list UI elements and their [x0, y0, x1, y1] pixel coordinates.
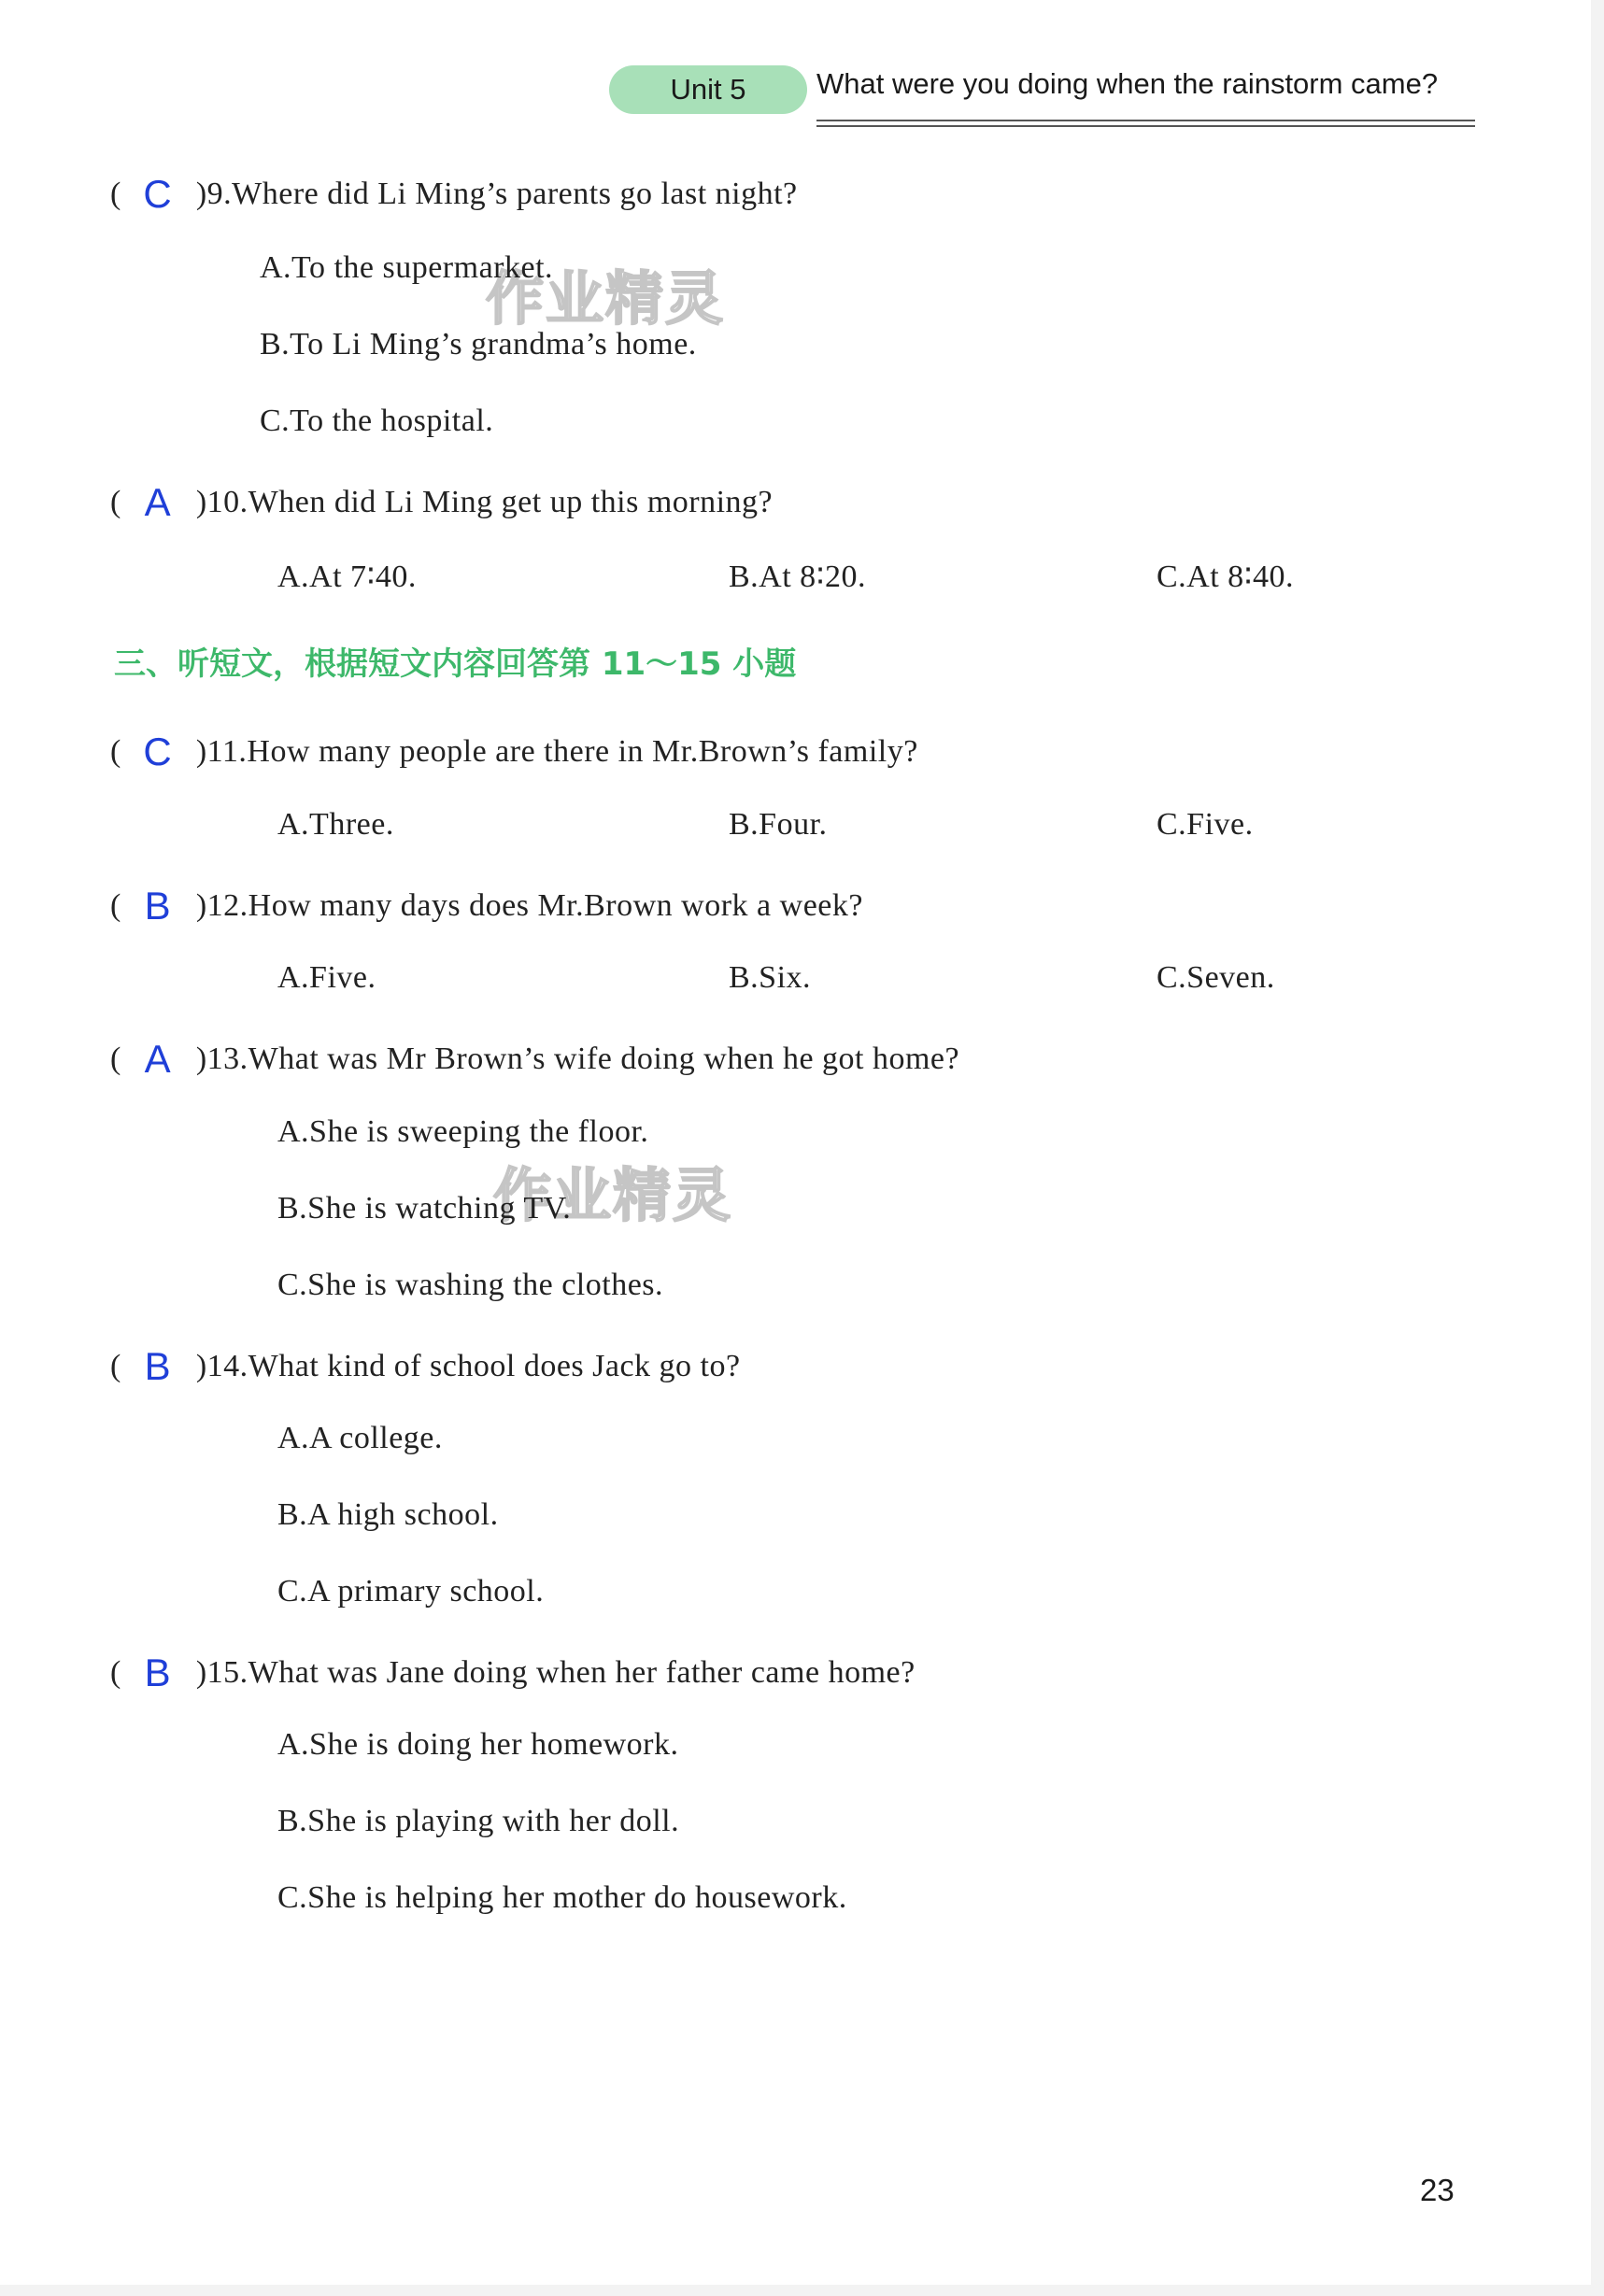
- answer-mark: A: [144, 1037, 172, 1081]
- answer-paren-open: (: [110, 1042, 121, 1076]
- question-text: )9.Where did Li Ming’s parents go last night?: [195, 177, 798, 211]
- header-rule-bottom: [816, 125, 1475, 127]
- answer-paren-open: (: [110, 485, 121, 519]
- option-b: B.At 8∶20.: [729, 560, 867, 594]
- question-text: )13.What was Mr Brown’s wife doing when he got home?: [195, 1042, 960, 1076]
- page-header-title: What were you doing when the rainstorm came?: [816, 67, 1439, 100]
- answer-mark: B: [144, 884, 172, 928]
- page-number: 23: [1420, 2173, 1455, 2207]
- question-text: )11.How many people are there in Mr.Brown’s family?: [195, 734, 918, 769]
- question-10: [110, 476, 773, 532]
- option-b: B.Four.: [729, 807, 828, 842]
- option-b: B.A high school.: [277, 1497, 499, 1532]
- header-rule-top: [816, 120, 1475, 121]
- option-a: A.Three.: [277, 807, 394, 842]
- question-text: )10.When did Li Ming get up this morning?: [195, 485, 774, 519]
- answer-mark: B: [144, 1344, 172, 1388]
- question-11: [110, 726, 918, 782]
- question-13: [110, 1033, 959, 1089]
- option-c: C.Seven.: [1157, 960, 1275, 995]
- option-b: B.To Li Ming’s grandma’s home.: [260, 327, 697, 361]
- option-c: C.Five.: [1157, 807, 1254, 842]
- option-b: B.Six.: [729, 960, 812, 995]
- option-a: A.At 7∶40.: [277, 560, 417, 594]
- answer-paren-open: (: [110, 1349, 121, 1383]
- answer-paren-open: (: [110, 734, 121, 769]
- unit-label: Unit 5: [670, 73, 746, 106]
- option-a: A.To the supermarket.: [260, 250, 554, 285]
- section-heading: 三、听短文，根据短文内容回答第 11～15 小题: [114, 645, 797, 683]
- option-a: A.She is doing her homework.: [277, 1727, 679, 1762]
- option-c: C.At 8∶40.: [1157, 560, 1295, 594]
- option-c: C.She is washing the clothes.: [277, 1268, 664, 1302]
- answer-paren-open: (: [110, 177, 121, 211]
- option-c: C.A primary school.: [277, 1574, 545, 1609]
- answer-mark: A: [144, 480, 172, 524]
- answer-mark: C: [143, 172, 173, 216]
- option-a: A.Five.: [277, 960, 376, 995]
- option-b: B.She is playing with her doll.: [277, 1804, 680, 1838]
- answer-paren-open: (: [110, 1655, 121, 1690]
- answer-mark: B: [144, 1651, 172, 1694]
- option-a: A.A college.: [277, 1421, 443, 1455]
- question-text: )12.How many days does Mr.Brown work a week?: [195, 888, 863, 923]
- unit-badge: [609, 65, 807, 114]
- option-a: A.She is sweeping the floor.: [277, 1114, 649, 1149]
- watermark-stamp: 作业精灵: [486, 264, 726, 333]
- question-15: [110, 1647, 916, 1703]
- question-text: )15.What was Jane doing when her father came home?: [195, 1655, 916, 1690]
- watermark-stamp: 作业精灵: [493, 1161, 733, 1229]
- question-text: )14.What kind of school does Jack go to?: [195, 1349, 741, 1383]
- option-c: C.To the hospital.: [260, 404, 494, 438]
- question-9: [110, 168, 798, 224]
- answer-paren-open: (: [110, 888, 121, 923]
- question-14: [110, 1340, 741, 1396]
- option-c: C.She is helping her mother do housework.: [277, 1880, 847, 1915]
- option-b: B.She is watching TV.: [277, 1191, 572, 1226]
- answer-mark: C: [143, 730, 173, 773]
- question-12: [110, 880, 863, 936]
